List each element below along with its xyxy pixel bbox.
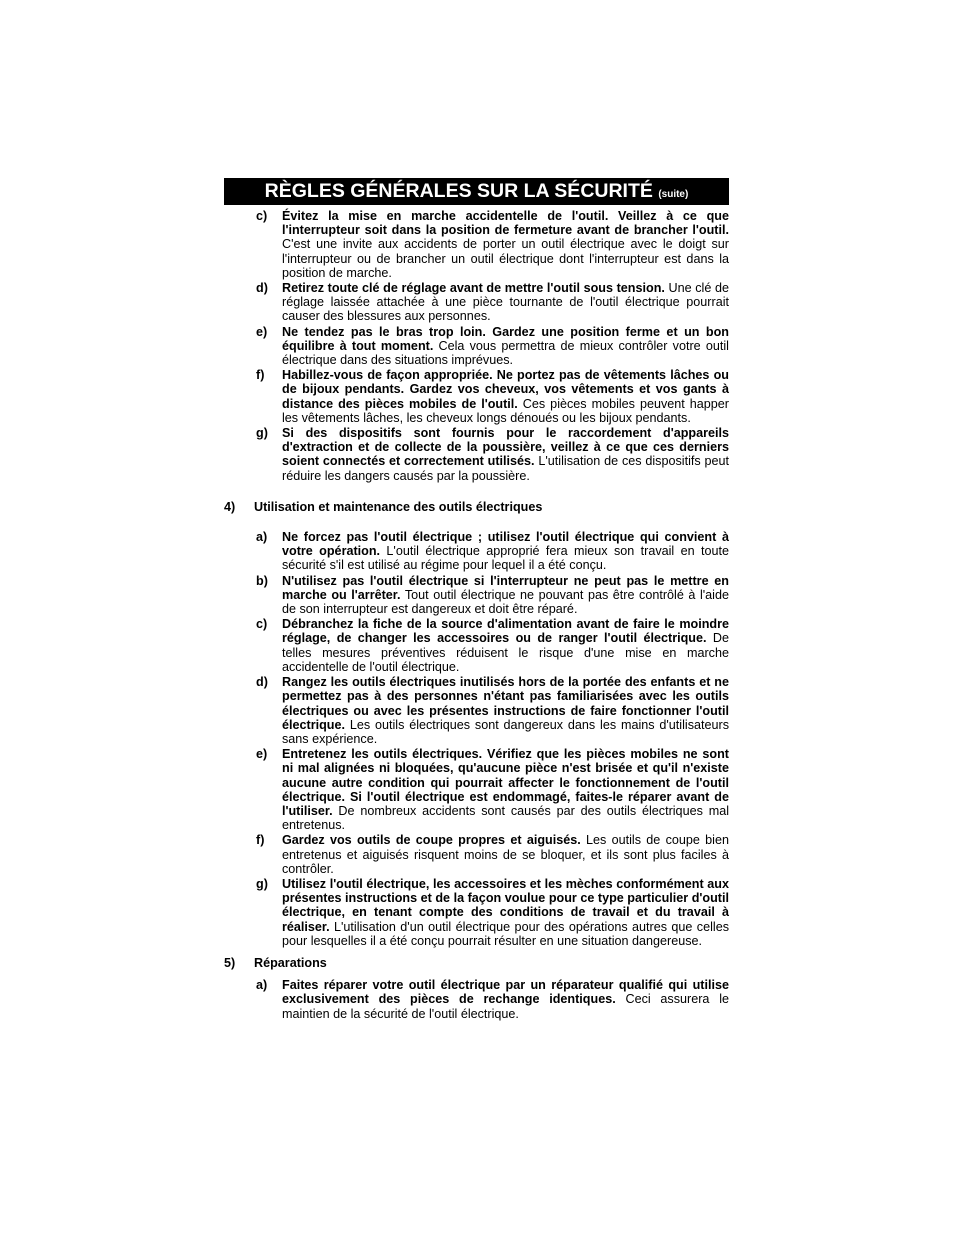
list-item: [224, 574, 729, 617]
item-label: d): [256, 281, 268, 296]
item-text: Les outils électriques sont dangereux dans les mains d'utilisateurs sans expérience.: [282, 717, 729, 746]
item-text: L'outil électrique approprié fera mieux son travail en toute sécurité s'il est utilisé au régime pour lequel il a été conçu.: [282, 544, 729, 573]
item-bold-text: Rangez les outils électriques inutilisés hors de la portée des enfants et ne permettez pas à des personnes n'étant pas familiarisées avec les outils électriques ou avec les présentes instructions de faire fonctionner l'outil électrique.: [282, 675, 729, 732]
section-title: Utilisation et maintenance des outils électriques: [254, 499, 543, 514]
item-label: f): [256, 368, 265, 383]
banner-title: RÈGLES GÉNÉRALES SUR LA SÉCURITÉ: [264, 180, 653, 202]
list-item: [224, 833, 729, 876]
list-item: [224, 978, 729, 1021]
item-text: De nombreux accidents sont causés par des outils électriques mal entretenus.: [282, 803, 729, 833]
item-label: e): [256, 747, 268, 762]
item-label: e): [256, 324, 268, 339]
item-label: g): [256, 876, 268, 891]
item-text: L'utilisation de ces dispositifs peut réduire les dangers causés par la poussière.: [282, 454, 729, 483]
item-text: C'est une invite aux accidents de porter un outil électrique avec le doigt sur l'interrupteur ou de brancher un outil électrique dont l'interrupteur est dans la position de marche.: [282, 237, 729, 280]
list-item: [224, 368, 729, 425]
item-text: Cela vous permettra de mieux contrôler votre outil électrique dans des situations imprévues.: [282, 338, 729, 368]
item-label: c): [256, 617, 268, 632]
item-label: a): [256, 978, 268, 993]
item-text: Les outils de coupe bien entretenus et aiguisés risquent moins de se bloquer, et ils sont plus faciles à contrôler.: [282, 833, 729, 876]
list-item: [224, 530, 729, 573]
list-item: [224, 877, 729, 948]
item-label: c): [256, 209, 268, 223]
list-item: [224, 747, 729, 832]
item-label: g): [256, 426, 268, 441]
item-bold-text: Habillez-vous de façon appropriée. Ne portez pas de vêtements lâches ou de bijoux pendants. Gardez vos cheveux, vos vêtements et vos gants à distance des pièces mobiles de l'outil.: [282, 368, 729, 411]
item-bold-text: Retirez toute clé de réglage avant de mettre l'outil sous tension.: [282, 281, 665, 296]
section-heading: [224, 500, 729, 514]
banner-suffix: (suite): [658, 189, 689, 200]
section-banner: [224, 178, 729, 205]
item-text: Tout outil électrique ne pouvant pas être contrôlé à l'aide de son interrupteur est dangereux et doit être réparé.: [282, 587, 729, 617]
item-label: d): [256, 675, 268, 690]
item-text: Ceci assurera le maintien de la sécurité de l'outil électrique.: [282, 992, 729, 1021]
section4-list: [224, 530, 729, 948]
item-bold-text: Entretenez les outils électriques. Vérifiez que les pièces mobiles ne sont ni mal alignées ni bloquées, qu'aucune pièce n'est brisée et qu'il n'existe aucune autre condition qui pourrait affecter le fonctionnement de l'outil électrique. Si l'outil électrique est endommagé, faites-le réparer avant de l'utiliser.: [282, 747, 729, 818]
item-text: L'utilisation d'un outil électrique pour des opérations autres que celles pour lesquelles il a été conçu pourrait résulter en une situation dangereuse.: [282, 919, 729, 948]
section-number: 5): [224, 955, 236, 970]
item-text: De telles mesures préventives réduisent le risque d'une mise en marche accidentelle de l'outil électrique.: [282, 631, 729, 674]
list-item: [224, 325, 729, 368]
item-bold-text: Ne forcez pas l'outil électrique ; utilisez l'outil électrique qui convient à votre opération.: [282, 530, 729, 559]
section5-list: [224, 978, 729, 1021]
item-label: a): [256, 530, 268, 545]
item-bold-text: N'utilisez pas l'outil électrique si l'interrupteur ne peut pas le mettre en marche ou l'arrêter.: [282, 573, 729, 602]
section-title: Réparations: [254, 955, 327, 970]
item-bold-text: Gardez vos outils de coupe propres et aiguisés.: [282, 833, 581, 848]
item-label: f): [256, 833, 265, 848]
section3-list: [224, 209, 729, 483]
item-text: Une clé de réglage laissée attachée à une pièce tournante de l'outil électrique pourrait causer des blessures aux personnes.: [282, 281, 729, 324]
list-item: [224, 426, 729, 483]
item-label: b): [256, 573, 268, 588]
list-item: [224, 675, 729, 746]
section-heading: [224, 956, 729, 970]
item-text: Ces pièces mobiles peuvent happer les vêtements lâches, les cheveux longs dénoués ou les bijoux pendants.: [282, 396, 729, 425]
section-number: 4): [224, 499, 236, 514]
list-item: [224, 617, 729, 674]
list-item: [224, 209, 729, 280]
item-bold-text: Ne tendez pas le bras trop loin. Gardez une position ferme et un bon équilibre à tout moment.: [282, 324, 729, 353]
item-bold-text: Utilisez l'outil électrique, les accessoires et les mèches conformément aux présentes instructions et de la façon voulue pour ce type particulier d'outil électrique, en tenant compte des conditions de travail et du travail à réaliser.: [282, 876, 729, 934]
manual-page: [224, 178, 729, 1022]
list-item: [224, 281, 729, 324]
item-bold-text: Évitez la mise en marche accidentelle de l'outil. Veillez à ce que l'interrupteur soit dans la position de fermeture avant de brancher l'outil.: [282, 209, 729, 238]
item-bold-text: Faites réparer votre outil électrique par un réparateur qualifié qui utilise exclusivement des pièces de rechange identiques.: [282, 978, 729, 1007]
item-bold-text: Débranchez la fiche de la source d'alimentation avant de faire le moindre réglage, de changer les accessoires ou de ranger l'outil électrique.: [282, 617, 729, 646]
item-bold-text: Si des dispositifs sont fournis pour le raccordement d'appareils d'extraction et de collecte de la poussière, veillez à ce que ces derniers soient connectés et correctement utilisés.: [282, 426, 729, 469]
